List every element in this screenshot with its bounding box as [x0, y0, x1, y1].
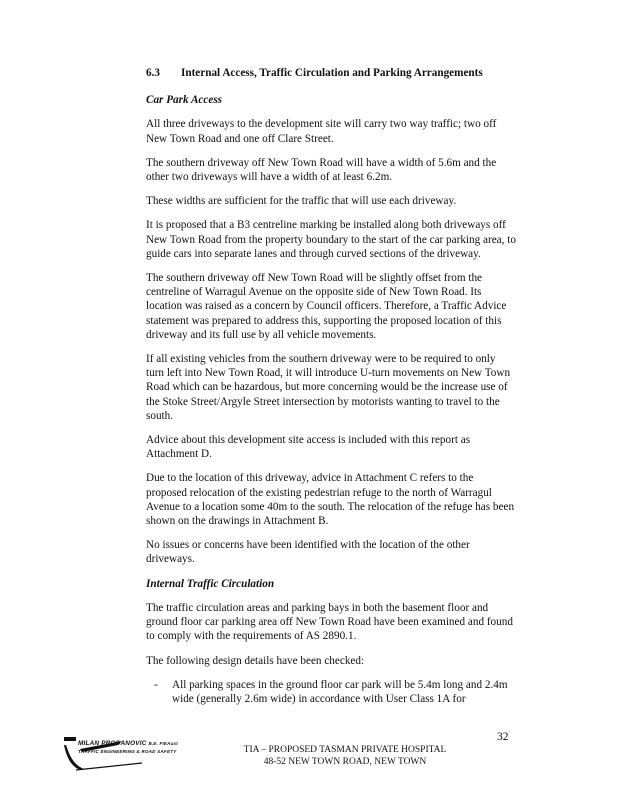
paragraph: If all existing vehicles from the southern driveway were to be required to only turn left into New Town Road, it will introduce U-turn movements on New Town Road which can be hazardous, but more concerning would be the increase use of the Stoke Street/Argyle Street intersection by motorists wanting to travel to the south. — [146, 353, 511, 422]
section-number: 6.3 — [146, 67, 160, 79]
section-title: Internal Access, Traffic Circulation and Parking Arrangements — [181, 67, 483, 79]
page-number: 32 — [497, 731, 509, 743]
paragraph: The southern driveway off New Town Road will be slightly offset from the centreline of Warragul Avenue on the opposite side of New Town Road. Its location was raised as a concern by Council officers. Therefore, a Traffic Advice statement was prepared to address this, supporting the proposed location of this driveway and its full use by all vehicle movements. — [146, 272, 507, 341]
paragraph: The following design details have been checked: — [146, 654, 365, 667]
car-park-access-heading: Car Park Access — [146, 94, 223, 107]
paragraph: No issues or concerns have been identified with the location of the other driveways. — [146, 539, 470, 566]
paragraph: Due to the location of this driveway, advice in Attachment C refers to the proposed relocation of the existing pedestrian refuge to the north of Warragul Avenue to a location some 40m to the south. The relocation of the refuge has been shown on the drawings in Attachment B. — [146, 472, 515, 528]
paragraph: The southern driveway off New Town Road will have a width of 5.6m and the other two driveways will have a width of at least 6.2m. — [146, 156, 497, 184]
paragraph: These widths are sufficient for the traffic that will use each driveway. — [146, 195, 457, 208]
paragraph: It is proposed that a B3 centreline marking be installed along both driveways off New Town Road from the property boundary to the start of the car parking area, to guide cars into separate lanes and through curved sections of the driveway. — [146, 219, 516, 260]
section-heading — [146, 66, 516, 80]
bullet-dash: - — [154, 678, 158, 691]
footer-title-line2: 48-52 NEW TOWN ROAD, NEW TOWN — [263, 757, 427, 767]
bullet-text: All parking spaces in the ground floor car park will be 5.4m long and 2.4m wide (generally 2.6m wide) in accordance with User Class 1A for — [172, 678, 508, 705]
paragraph: The traffic circulation areas and parking bays in both the basement floor and ground floor car parking area off New Town Road have been examined and found to comply with the requirements of AS 2890.1. — [146, 601, 513, 643]
paragraph: All three driveways to the development site will carry two way traffic; two off New Town Road and one off Clare Street. — [146, 118, 497, 145]
bullet-item — [146, 678, 516, 706]
internal-traffic-heading: Internal Traffic Circulation — [146, 577, 275, 590]
footer-title — [240, 744, 450, 768]
footer-title-line1: TIA – PROPOSED TASMAN PRIVATE HOSPITAL — [243, 745, 447, 755]
logo-name: MILAN PRODANOVIC B.E. FIEAust — [78, 740, 178, 747]
logo-tagline: TRAFFIC ENGINEERING & ROAD SAFETY — [78, 749, 177, 754]
paragraph: Advice about this development site access is included with this report as Attachment D. — [146, 434, 471, 461]
page-content — [146, 66, 516, 706]
